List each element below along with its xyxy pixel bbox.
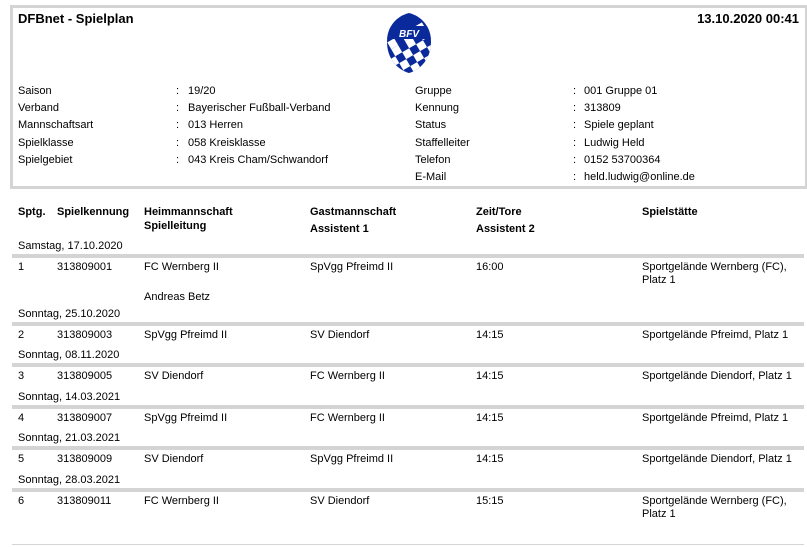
match-heim: SV Diendorf: [144, 370, 204, 382]
col-header-assist1: Assistent 1: [310, 223, 369, 235]
info-value: 313809: [584, 102, 621, 115]
info-value: 043 Kreis Cham/Schwandorf: [188, 153, 329, 166]
row-divider: [12, 488, 804, 492]
info-value: 0152 53700364: [584, 153, 661, 166]
match-heim: SpVgg Pfreimd II: [144, 329, 228, 341]
match-gast: SpVgg Pfreimd II: [310, 261, 394, 273]
match-gast: SV Diendorf: [310, 329, 370, 341]
match-staette-line2: Platz 1: [642, 274, 676, 286]
info-label: Saison: [18, 85, 52, 97]
col-header-assist2: Assistent 2: [476, 223, 535, 235]
info-right-colons: [573, 83, 576, 186]
row-divider: [12, 254, 804, 258]
col-header-staette: Spielstätte: [642, 206, 698, 218]
match-heim: SpVgg Pfreimd II: [144, 412, 228, 424]
match-sptg: 5: [18, 453, 25, 465]
match-sptg: 4: [18, 412, 25, 424]
colon: :: [573, 153, 577, 166]
match-zeit: 14:15: [476, 370, 504, 382]
colon: :: [176, 102, 180, 115]
colon: :: [573, 136, 577, 149]
colon: :: [573, 119, 577, 132]
row-divider: [12, 363, 804, 367]
match-zeit: 14:15: [476, 453, 504, 465]
match-date: Samstag, 17.10.2020: [18, 240, 123, 252]
match-staette: Sportgelände Wernberg (FC),: [642, 261, 787, 273]
info-label: Gruppe: [415, 85, 452, 97]
match-gast: FC Wernberg II: [310, 412, 385, 424]
match-staette: Sportgelände Wernberg (FC),: [642, 495, 787, 507]
match-date: Sonntag, 08.11.2020: [18, 349, 120, 361]
info-value: 001 Gruppe 01: [584, 85, 658, 97]
match-date: Sonntag, 28.03.2021: [18, 474, 121, 486]
info-label: Kennung: [415, 102, 460, 115]
match-gast: FC Wernberg II: [310, 370, 385, 382]
info-left-values: [188, 83, 330, 169]
info-right-values: [584, 83, 695, 186]
match-sptg: 6: [18, 495, 25, 507]
col-header-gast: Gastmannschaft: [310, 206, 397, 218]
match-zeit: 14:15: [476, 329, 504, 341]
match-date: Sonntag, 21.03.2021: [18, 432, 121, 444]
colon: :: [573, 170, 577, 183]
match-staette: Sportgelände Diendorf, Platz 1: [642, 370, 792, 382]
match-kennung: 313809001: [57, 261, 113, 273]
match-kennung: 313809003: [57, 329, 113, 341]
row-divider: [12, 446, 804, 450]
col-header-leitung: Spielleitung: [144, 220, 207, 232]
match-kennung: 313809005: [57, 370, 113, 382]
match-leitung: Andreas Betz: [144, 291, 211, 303]
info-right-labels: [415, 83, 470, 186]
info-label: Staffelleiter: [415, 136, 470, 149]
info-label: Telefon: [415, 153, 451, 166]
info-label: Spielgebiet: [18, 153, 73, 166]
col-header-sptg: Sptg.: [18, 206, 46, 218]
page-title: DFBnet - Spielplan: [18, 11, 134, 26]
match-zeit: 16:00: [476, 261, 504, 273]
match-gast: SpVgg Pfreimd II: [310, 453, 394, 465]
match-zeit: 15:15: [476, 495, 504, 507]
info-label: Status: [415, 119, 447, 132]
match-heim: FC Wernberg II: [144, 495, 219, 507]
colon: :: [176, 153, 180, 166]
match-sptg: 3: [18, 370, 25, 382]
match-staette-line2: Platz 1: [642, 508, 676, 520]
match-staette: Sportgelände Diendorf, Platz 1: [642, 453, 792, 465]
bfv-logo: [386, 12, 432, 74]
info-value: 058 Kreisklasse: [188, 136, 266, 149]
col-header-heim: Heimmannschaft: [144, 206, 233, 218]
match-kennung: 313809009: [57, 453, 113, 465]
match-heim: FC Wernberg II: [144, 261, 219, 273]
match-kennung: 313809007: [57, 412, 113, 424]
info-value: 013 Herren: [188, 119, 244, 132]
match-date: Sonntag, 25.10.2020: [18, 308, 121, 320]
match-staette: Sportgelände Pfreimd, Platz 1: [642, 329, 789, 341]
info-label: Mannschaftsart: [18, 119, 94, 132]
print-datetime: 13.10.2020 00:41: [697, 11, 799, 26]
page-bottom-divider: [12, 544, 804, 545]
col-header-kennung: Spielkennung: [57, 206, 130, 218]
info-label: Spielklasse: [18, 136, 74, 149]
info-left-colons: [176, 83, 179, 169]
info-value: 19/20: [188, 85, 216, 97]
info-value: Bayerischer Fußball-Verband: [188, 102, 331, 115]
match-staette: Sportgelände Pfreimd, Platz 1: [642, 412, 789, 424]
info-value: Ludwig Held: [584, 136, 645, 149]
info-value: Spiele geplant: [584, 119, 654, 132]
colon: :: [573, 85, 577, 97]
logo-text: BFV: [399, 29, 419, 40]
info-left-labels: [18, 83, 93, 169]
info-label: Verband: [18, 102, 59, 115]
match-kennung: 313809011: [57, 495, 112, 507]
match-sptg: 1: [18, 261, 25, 273]
match-zeit: 14:15: [476, 412, 504, 424]
row-divider: [12, 322, 804, 326]
match-date: Sonntag, 14.03.2021: [18, 391, 121, 403]
info-label: E-Mail: [415, 170, 447, 183]
match-sptg: 2: [18, 329, 25, 341]
colon: :: [176, 85, 180, 97]
row-divider: [12, 405, 804, 409]
col-header-zeit: Zeit/Tore: [476, 206, 522, 218]
match-heim: SV Diendorf: [144, 453, 204, 465]
colon: :: [176, 119, 180, 132]
match-gast: SV Diendorf: [310, 495, 370, 507]
email-value: held.ludwig@online.de: [584, 170, 695, 183]
colon: :: [573, 102, 577, 115]
colon: :: [176, 136, 180, 149]
